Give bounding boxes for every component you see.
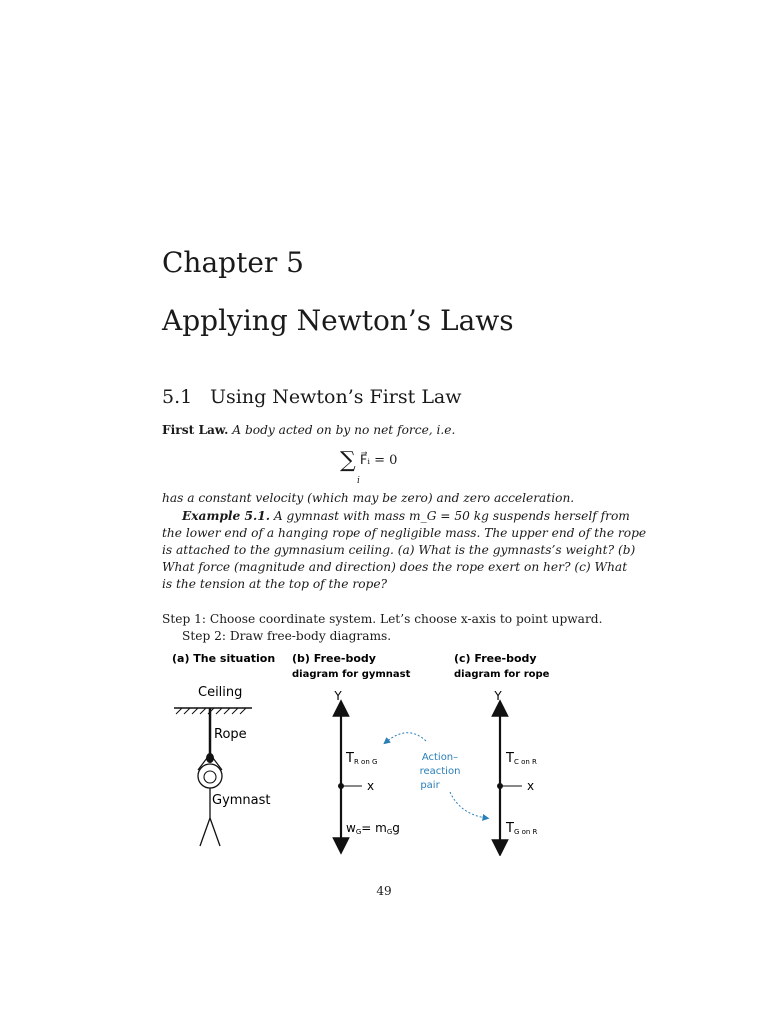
situation-drawing [174, 685, 271, 846]
step-1: Step 1: Choose coordinate system. Let’s choose x-axis to point upward. [162, 612, 603, 626]
first-law-line [162, 422, 610, 440]
panel-b-label-1: (b) Free-body [292, 652, 376, 665]
gymnast-label: Gymnast [212, 793, 271, 808]
action-label-3: pair [420, 780, 440, 791]
ceiling-label: Ceiling [198, 685, 243, 700]
example-line-3: is attached to the gymnasium ceiling. (a) What is the gymnasts’s weight? (b) [162, 543, 636, 557]
t-g-on-r-label: TG on R [506, 821, 538, 836]
t-c-on-r-label: TC on R [506, 751, 537, 766]
rope-label: Rope [214, 727, 247, 742]
y-axis-label-b: Y [334, 689, 342, 703]
chapter-title: Applying Newton’s Laws [162, 304, 514, 337]
first-law-label: First Law. [162, 423, 229, 437]
example-label: Example 5.1. [182, 509, 270, 523]
rope-fbd [493, 689, 537, 848]
panel-c-label-1: (c) Free-body [454, 652, 537, 665]
example-text-1: A gymnast with mass m_G = 50 kg suspends herself from [273, 509, 630, 523]
first-law-equation [340, 448, 398, 486]
gymnast-fbd [333, 689, 400, 846]
example-line-4: What force (magnitude and direction) does the rope exert on her? (c) What [162, 560, 628, 574]
example-line-5: is the tension at the top of the rope? [162, 577, 388, 591]
section-heading [162, 386, 462, 408]
panel-b-label-2: diagram for gymnast [292, 669, 411, 680]
example-line-2: the lower end of a hanging rope of negligible mass. The upper end of the rope [162, 526, 647, 540]
action-arrow-to-gymnast [386, 733, 426, 742]
y-axis-label-c: Y [494, 689, 502, 703]
chapter-heading: Chapter 5 [162, 246, 304, 279]
equation-sum: ∑ [340, 448, 356, 473]
page-number: 49 [376, 884, 392, 898]
reaction-arrow-to-rope [450, 792, 486, 818]
first-law-text: A body acted on by no net force, i.e. [232, 423, 456, 437]
panel-c-label-2: diagram for rope [454, 669, 550, 680]
panel-a-label: (a) The situation [172, 652, 276, 665]
action-label-2: reaction [419, 766, 461, 777]
equation-index: i [357, 476, 360, 486]
action-label-1: Action– [421, 752, 459, 763]
weight-label: wG= mGg [346, 821, 400, 836]
section-number: 5.1 [162, 386, 193, 408]
action-reaction-annotation [386, 733, 486, 818]
section-title: Using Newton’s First Law [210, 386, 462, 408]
free-body-figure [160, 646, 580, 856]
x-axis-label-b: x [367, 779, 375, 793]
equation-body: F⃗ᵢ = 0 [359, 453, 398, 468]
x-axis-label-c: x [527, 779, 535, 793]
step-2: Step 2: Draw free-body diagrams. [182, 629, 392, 643]
example-line-1 [182, 508, 630, 526]
t-r-on-g-label: TR on G [346, 751, 378, 766]
gymnast-head [198, 764, 222, 788]
first-law-conclusion: has a constant velocity (which may be zero) and zero acceleration. [162, 491, 575, 505]
